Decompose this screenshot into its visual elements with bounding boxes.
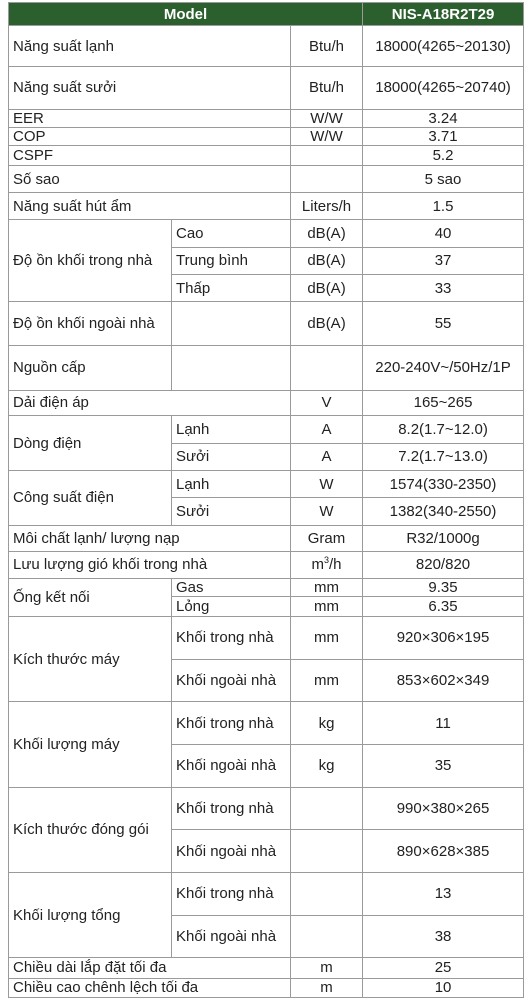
row-value: 890×628×385 xyxy=(363,830,524,873)
row-value: 18000(4265~20130) xyxy=(363,26,524,67)
sub-label: Khối ngoài nhà xyxy=(172,830,291,873)
header-row xyxy=(9,3,524,26)
spec-row-gross-weight-indoor xyxy=(9,872,524,915)
spec-row-max-pipe-length xyxy=(9,958,524,978)
row-value: 3.24 xyxy=(363,109,524,127)
row-label: Ống kết nối xyxy=(9,578,172,617)
row-unit: W/W xyxy=(291,109,363,127)
row-value: 5 sao xyxy=(363,166,524,192)
sub-label: Khối ngoài nhà xyxy=(172,745,291,788)
sub-label: Trung bình xyxy=(172,247,291,274)
row-value: 33 xyxy=(363,275,524,302)
spec-row-cop xyxy=(9,127,524,145)
row-value: 10 xyxy=(363,978,524,997)
sub-label: Khối trong nhà xyxy=(172,617,291,660)
row-label: Số sao xyxy=(9,166,291,192)
row-unit: m xyxy=(291,978,363,997)
row-unit: A xyxy=(291,416,363,443)
spec-row-cooling-capacity xyxy=(9,26,524,67)
spec-row-indoor-noise-high xyxy=(9,220,524,247)
row-label: Công suất điện xyxy=(9,470,172,525)
row-label: Dải điện áp xyxy=(9,390,291,415)
spec-row-voltage-range xyxy=(9,390,524,415)
row-label: Khối lượng máy xyxy=(9,702,172,787)
row-value: 853×602×349 xyxy=(363,659,524,702)
spec-row-refrigerant xyxy=(9,525,524,551)
row-value: 5.2 xyxy=(363,146,524,166)
row-unit: W/W xyxy=(291,127,363,145)
row-value: 37 xyxy=(363,247,524,274)
row-unit xyxy=(291,787,363,830)
spec-row-dimensions-indoor xyxy=(9,617,524,660)
row-unit: Gram xyxy=(291,525,363,551)
row-unit: A xyxy=(291,443,363,470)
row-value: 8.2(1.7~12.0) xyxy=(363,416,524,443)
row-unit xyxy=(291,146,363,166)
row-value: 165~265 xyxy=(363,390,524,415)
row-unit: Btu/h xyxy=(291,66,363,109)
sub-label: Thấp xyxy=(172,275,291,302)
row-label: Nguồn cấp xyxy=(9,346,172,391)
row-label: Dòng điện xyxy=(9,416,172,471)
row-unit: dB(A) xyxy=(291,247,363,274)
sub-label: Lạnh xyxy=(172,416,291,443)
spec-row-max-height-diff xyxy=(9,978,524,997)
row-unit: mm xyxy=(291,578,363,596)
row-unit: kg xyxy=(291,745,363,788)
spec-row-pipe-gas xyxy=(9,578,524,596)
row-value: 38 xyxy=(363,915,524,958)
row-value: 11 xyxy=(363,702,524,745)
sub-label: Khối ngoài nhà xyxy=(172,659,291,702)
row-label: Năng suất hút ẩm xyxy=(9,192,291,219)
row-label: Chiều dài lắp đặt tối đa xyxy=(9,958,291,978)
row-label: Môi chất lạnh/ lượng nạp xyxy=(9,525,291,551)
row-value: 990×380×265 xyxy=(363,787,524,830)
row-unit: mm xyxy=(291,617,363,660)
sub-label: Lỏng xyxy=(172,596,291,616)
row-value: R32/1000g xyxy=(363,525,524,551)
row-label: Khối lượng tổng xyxy=(9,872,172,957)
row-unit: mm xyxy=(291,659,363,702)
row-unit xyxy=(291,552,363,578)
row-value: 9.35 xyxy=(363,578,524,596)
unit-superscript: 3 xyxy=(324,555,330,566)
spec-row-dehumidify xyxy=(9,192,524,219)
row-value: 220-240V~/50Hz/1P xyxy=(363,346,524,391)
row-value: 1382(340-2550) xyxy=(363,498,524,525)
row-label: Độ ồn khối trong nhà xyxy=(9,220,172,302)
row-label: Lưu lượng gió khối trong nhà xyxy=(9,552,291,578)
spec-row-cspf xyxy=(9,146,524,166)
row-label: Năng suất sưởi xyxy=(9,66,291,109)
row-value: 3.71 xyxy=(363,127,524,145)
spec-row-power-cooling xyxy=(9,470,524,497)
row-value: 25 xyxy=(363,958,524,978)
row-unit: dB(A) xyxy=(291,302,363,346)
spec-row-power-supply xyxy=(9,346,524,391)
row-unit: Liters/h xyxy=(291,192,363,219)
row-value: 820/820 xyxy=(363,552,524,578)
row-unit: kg xyxy=(291,702,363,745)
row-value: 1.5 xyxy=(363,192,524,219)
spec-row-airflow xyxy=(9,552,524,578)
row-value: 40 xyxy=(363,220,524,247)
row-unit: m xyxy=(291,958,363,978)
row-value: 35 xyxy=(363,745,524,788)
unit-tail: /h xyxy=(329,556,342,574)
sub-label: Khối trong nhà xyxy=(172,702,291,745)
sub-label: Khối ngoài nhà xyxy=(172,915,291,958)
sub-label: Sưởi xyxy=(172,498,291,525)
row-label: CSPF xyxy=(9,146,291,166)
row-unit xyxy=(291,872,363,915)
row-unit xyxy=(291,346,363,391)
row-unit: W xyxy=(291,470,363,497)
sub-label: Cao xyxy=(172,220,291,247)
row-unit: dB(A) xyxy=(291,275,363,302)
row-value: 55 xyxy=(363,302,524,346)
row-label: Năng suất lạnh xyxy=(9,26,291,67)
row-label: Kích thước đóng gói xyxy=(9,787,172,872)
row-label: EER xyxy=(9,109,291,127)
spec-row-eer xyxy=(9,109,524,127)
unit-base: m xyxy=(311,556,324,574)
row-label: Độ ồn khối ngoài nhà xyxy=(9,302,172,346)
spec-row-outdoor-noise xyxy=(9,302,524,346)
row-unit xyxy=(291,830,363,873)
row-value: 920×306×195 xyxy=(363,617,524,660)
spec-row-weight-indoor xyxy=(9,702,524,745)
row-value: 13 xyxy=(363,872,524,915)
row-unit xyxy=(291,915,363,958)
row-unit: V xyxy=(291,390,363,415)
row-label: COP xyxy=(9,127,291,145)
sub-label: Gas xyxy=(172,578,291,596)
sub-label: Khối trong nhà xyxy=(172,872,291,915)
row-unit: dB(A) xyxy=(291,220,363,247)
row-label: Kích thước máy xyxy=(9,617,172,702)
spec-row-current-cooling xyxy=(9,416,524,443)
sub-label: Khối trong nhà xyxy=(172,787,291,830)
model-value: NIS-A18R2T29 xyxy=(363,3,524,26)
spec-table xyxy=(8,2,524,998)
spec-row-package-indoor xyxy=(9,787,524,830)
row-unit: Btu/h xyxy=(291,26,363,67)
row-unit: mm xyxy=(291,596,363,616)
row-value: 7.2(1.7~13.0) xyxy=(363,443,524,470)
row-unit: W xyxy=(291,498,363,525)
spec-row-stars xyxy=(9,166,524,192)
row-value: 6.35 xyxy=(363,596,524,616)
sub-label: Lạnh xyxy=(172,470,291,497)
spec-row-heating-capacity xyxy=(9,66,524,109)
model-label: Model xyxy=(9,3,363,26)
row-value: 1574(330-2350) xyxy=(363,470,524,497)
sub-label: Sưởi xyxy=(172,443,291,470)
row-unit xyxy=(291,166,363,192)
row-label: Chiều cao chênh lệch tối đa xyxy=(9,978,291,997)
empty-cell xyxy=(172,346,291,391)
empty-cell xyxy=(172,302,291,346)
row-value: 18000(4265~20740) xyxy=(363,66,524,109)
